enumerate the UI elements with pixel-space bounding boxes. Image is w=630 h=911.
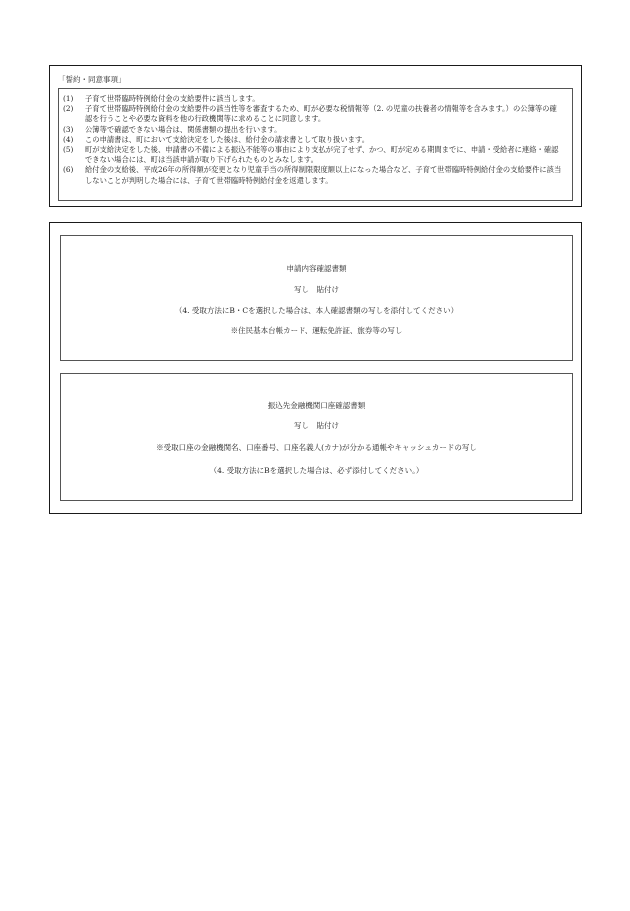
pledge-item-number: (6) [63,165,74,175]
pledge-item [63,104,564,124]
pledge-list [58,88,573,201]
pledge-title: 「誓約・同意事項」 [58,75,126,84]
attachment-title: 申請内容確認書類 [286,264,347,273]
pledge-item [63,165,564,185]
attachment-note: （4. 受取方法にBを選択した場合は、必ず添付してください。） [209,466,424,475]
attachment-note: （4. 受取方法にB・Cを選択した場合は、本人確認書類の写しを添付してください） [174,306,459,315]
pledge-item-number: (1) [63,94,74,103]
pledge-item [63,94,564,104]
attachment-title: 振込先金融機関口座確認書類 [267,401,366,410]
pledge-item [63,135,564,145]
attachment-note: ※住民基本台帳カード、運転免許証、旅券等の写し [230,326,403,335]
pledge-consent-section [49,65,582,207]
id-document-paste-area [60,235,573,361]
pledge-item-number: (4) [63,134,74,144]
pledge-item-text: この申請書は、町において支給決定をした後は、給付金の請求書として取り扱います。 [85,134,369,144]
pledge-item-text: 給付金の支給後、平成26年の所得額が変更となり児童手当の所得制限限度額以上になった場合など、子育て世帯臨時特例給付金の支給要件に該当しないことが判明した場合には、子育て世帯臨時特例給付金を返還します。 [85,165,562,185]
pledge-item-number: (5) [63,145,74,155]
attachment-paste-label: 写し 貼付け [294,421,339,430]
pledge-item [63,125,564,135]
attachment-paste-label: 写し 貼付け [294,285,339,294]
pledge-item [63,145,564,165]
attachment-section [49,222,582,514]
pledge-item-text: 子育て世帯臨時特例給付金の支給要件に該当します。 [85,94,260,103]
pledge-item-number: (2) [63,104,74,114]
bank-account-paste-area [60,373,573,501]
pledge-item-text: 公簿等で確認できない場合は、関係書類の提出を行います。 [85,124,282,134]
attachment-note: ※受取口座の金融機関名、口座番号、口座名義人(カナ)が分かる通帳やキャッシュカードの写し [156,443,477,452]
pledge-item-text: 町が支給決定をした後、申請書の不備による振込不能等の事由により支払が完了せず、かつ、町が定める期間までに、申請・受給者に連絡・確認できない場合には、町は当該申請が取り下げられたものとみなします。 [85,145,559,165]
pledge-item-text: 子育て世帯臨時特例給付金の支給要件の該当性等を審査するため、町が必要な税情報等（2. の児童の扶養者の情報等を含みます。）の公簿等の確認を行うことや必要な資料を他の行政機関等に求めることに同意します。 [85,104,557,124]
pledge-item-number: (3) [63,124,74,134]
